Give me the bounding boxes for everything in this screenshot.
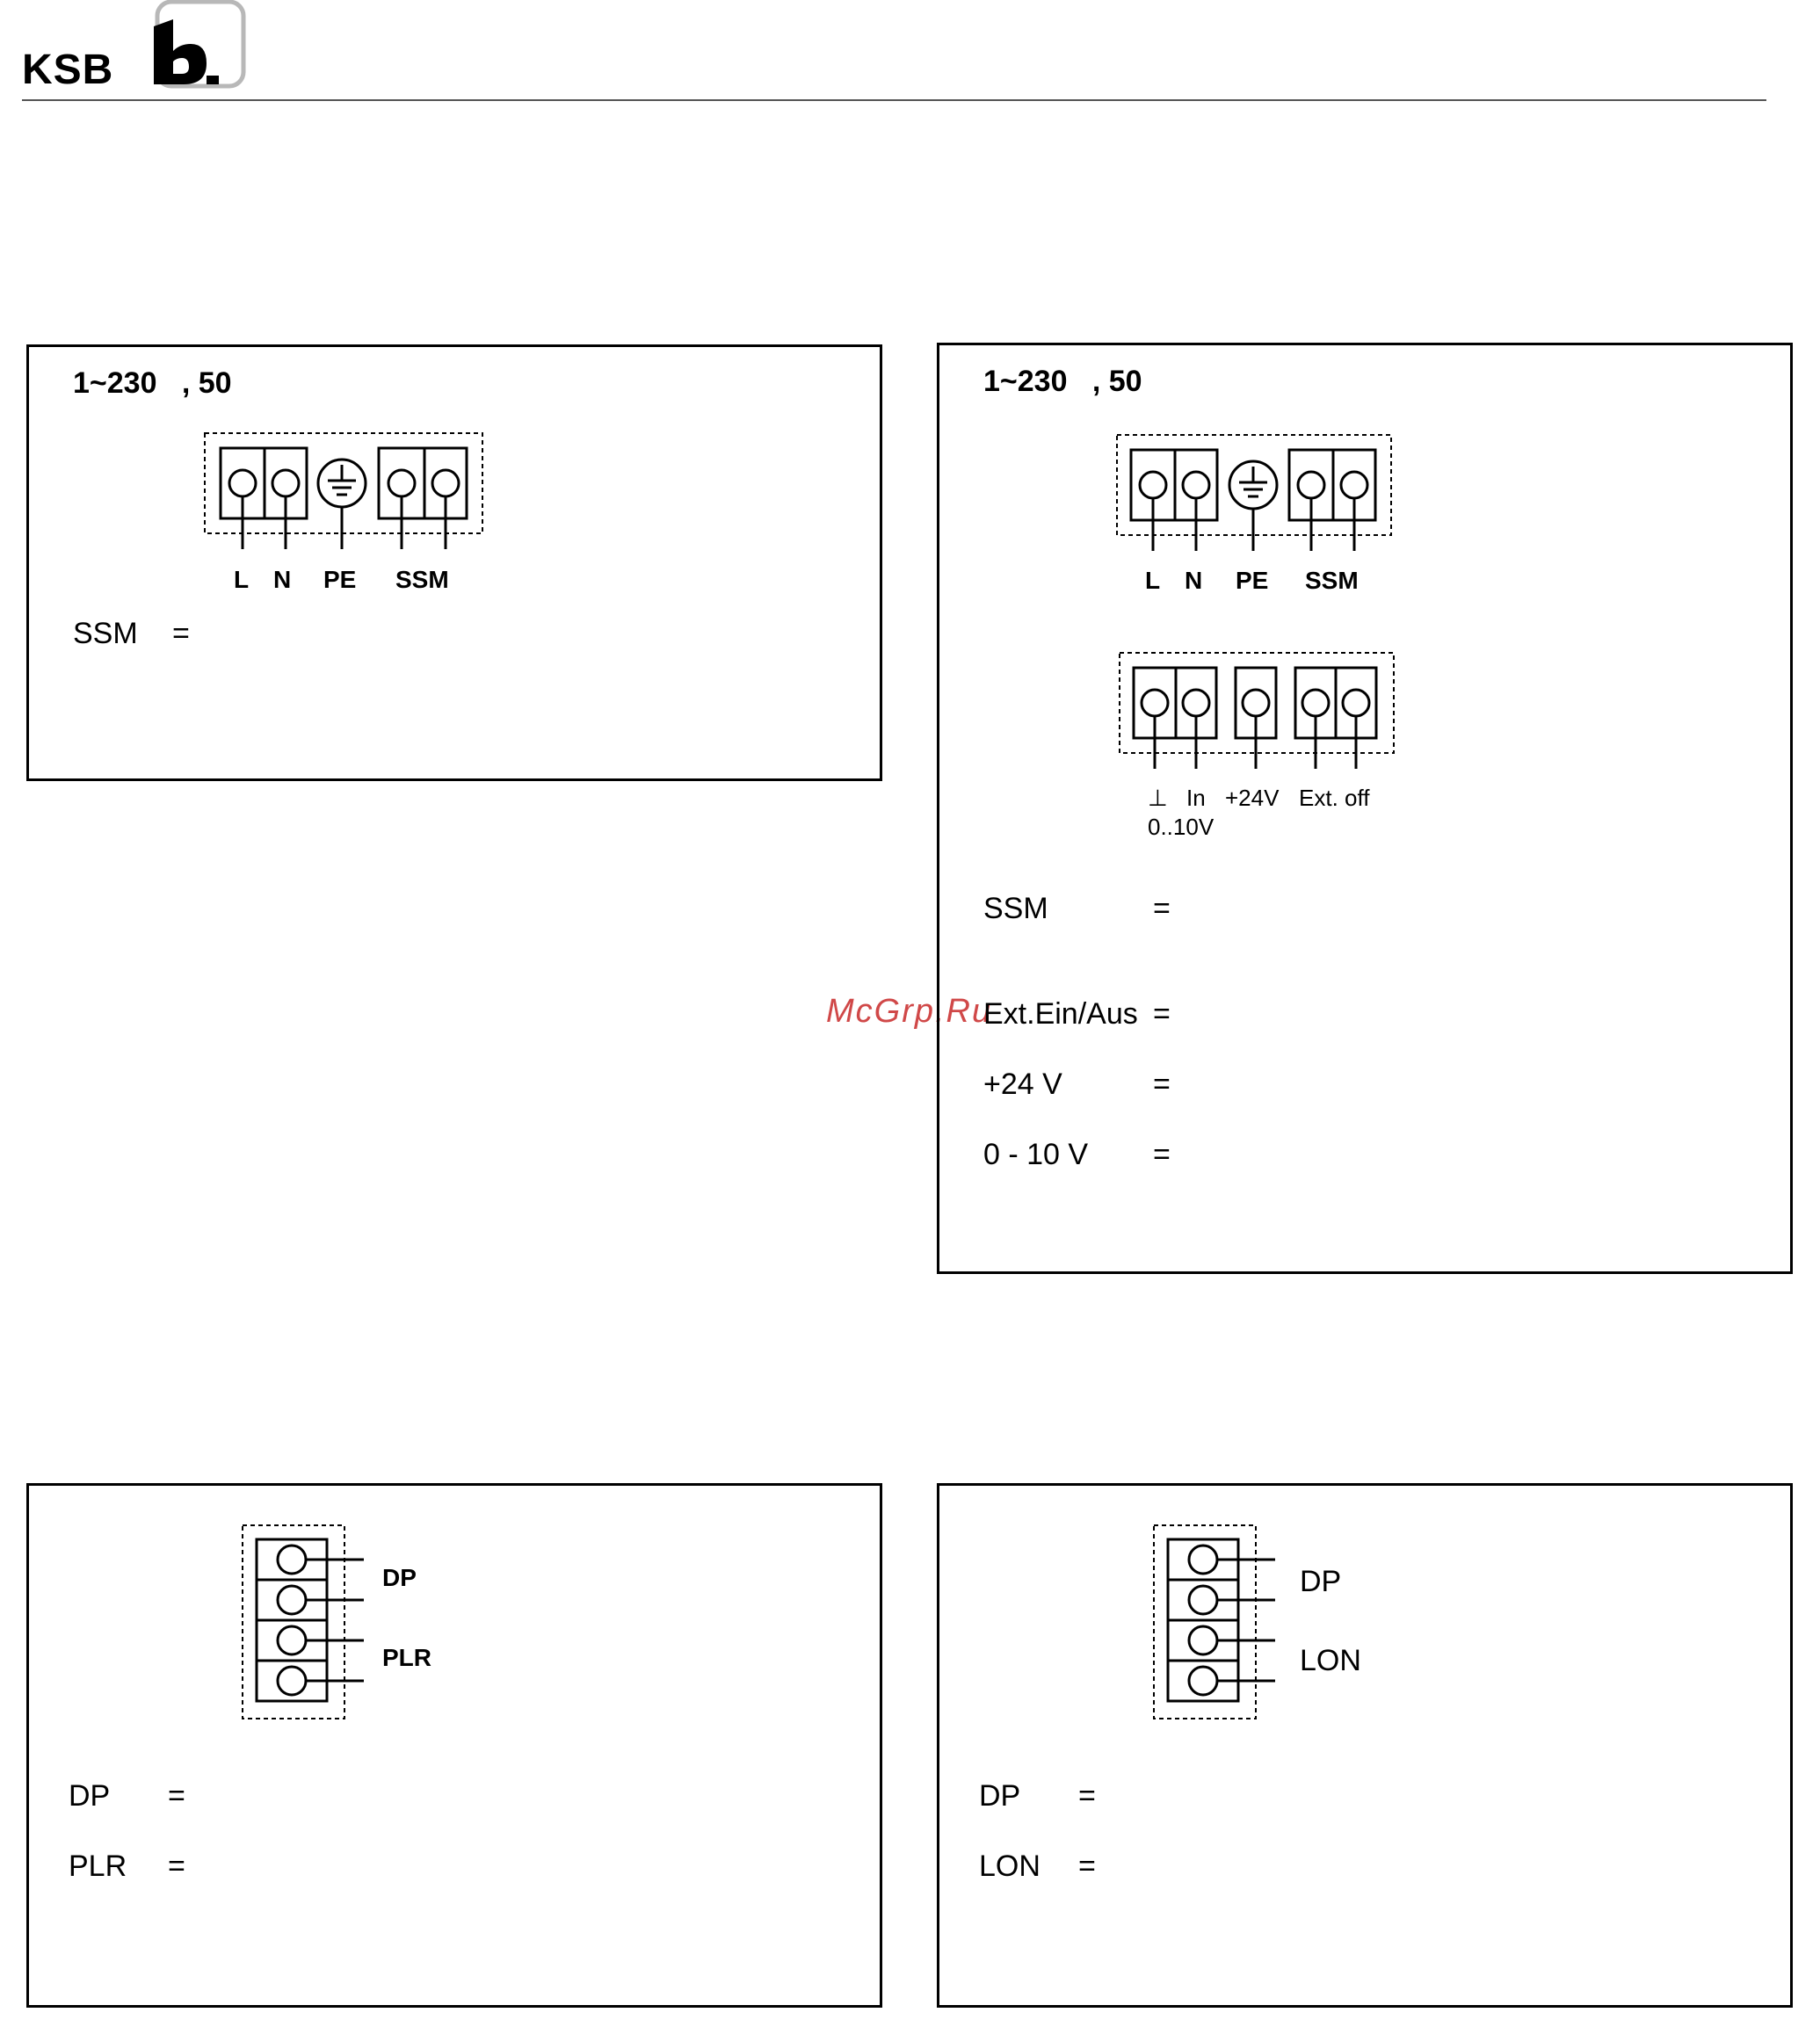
terminal-label-lon: LON xyxy=(1300,1644,1361,1677)
row-equals: = xyxy=(168,1850,185,1883)
vertical-terminal-block-icon xyxy=(1154,1525,1294,1727)
row-equals: = xyxy=(1153,892,1171,925)
row-label-0-10v: 0 - 10 V xyxy=(983,1138,1089,1171)
terminal-label-ssm: SSM xyxy=(395,566,449,593)
ksb-logo xyxy=(22,0,233,92)
terminal-block-icon xyxy=(1117,435,1407,567)
terminal-label-dp: DP xyxy=(382,1564,417,1591)
terminal-block-icon xyxy=(205,433,495,565)
row-equals: = xyxy=(1078,1779,1096,1813)
panel-dp-lon xyxy=(937,1483,1793,2008)
panel-power-terminals xyxy=(26,344,882,781)
row-label-ext-ein-aus: Ext.Ein/Aus xyxy=(983,997,1138,1031)
terminal-label-dp: DP xyxy=(1300,1565,1342,1598)
row-equals: = xyxy=(1153,1138,1171,1171)
vertical-terminal-block-icon xyxy=(243,1525,383,1727)
watermark: McGrp.Ru xyxy=(826,993,993,1030)
terminal-label-24v: +24V xyxy=(1225,785,1280,811)
terminal-label-ssm: SSM xyxy=(1305,567,1359,594)
panel-dp-plr xyxy=(26,1483,882,2008)
row-equals: = xyxy=(172,617,190,650)
header-rule xyxy=(22,99,1766,101)
terminal-label-in: In xyxy=(1186,785,1206,811)
terminal-label-ground: ⊥ xyxy=(1148,785,1168,811)
row-equals: = xyxy=(168,1779,185,1813)
ksb-b-logo-icon xyxy=(126,0,249,91)
panel-control-terminals xyxy=(937,343,1793,1274)
terminal-label-l: L xyxy=(234,566,250,593)
row-label-dp: DP xyxy=(69,1779,111,1813)
terminal-label-n: N xyxy=(1185,567,1203,594)
row-equals: = xyxy=(1153,997,1171,1031)
row-label-dp: DP xyxy=(979,1779,1021,1813)
panel-title: 1~230 , 50 xyxy=(73,366,232,400)
row-label-ssm: SSM xyxy=(73,617,138,650)
terminal-label-l: L xyxy=(1145,567,1161,594)
terminal-label-ext-off: Ext. off xyxy=(1299,785,1370,811)
row-label-24v: +24 V xyxy=(983,1068,1062,1101)
terminal-label-pe: PE xyxy=(1236,567,1269,594)
terminal-label-n: N xyxy=(273,566,292,593)
control-terminal-block-icon xyxy=(1120,653,1410,785)
row-label-ssm: SSM xyxy=(983,892,1048,925)
row-equals: = xyxy=(1153,1068,1171,1101)
panel-title: 1~230 , 50 xyxy=(983,365,1142,398)
row-label-lon: LON xyxy=(979,1850,1041,1883)
terminal-label-plr: PLR xyxy=(382,1644,431,1671)
terminal-label-pe: PE xyxy=(323,566,357,593)
logo-text: KSB xyxy=(22,47,114,93)
terminal-label-0-10v: 0..10V xyxy=(1148,814,1215,840)
row-equals: = xyxy=(1078,1850,1096,1883)
row-label-plr: PLR xyxy=(69,1850,127,1883)
